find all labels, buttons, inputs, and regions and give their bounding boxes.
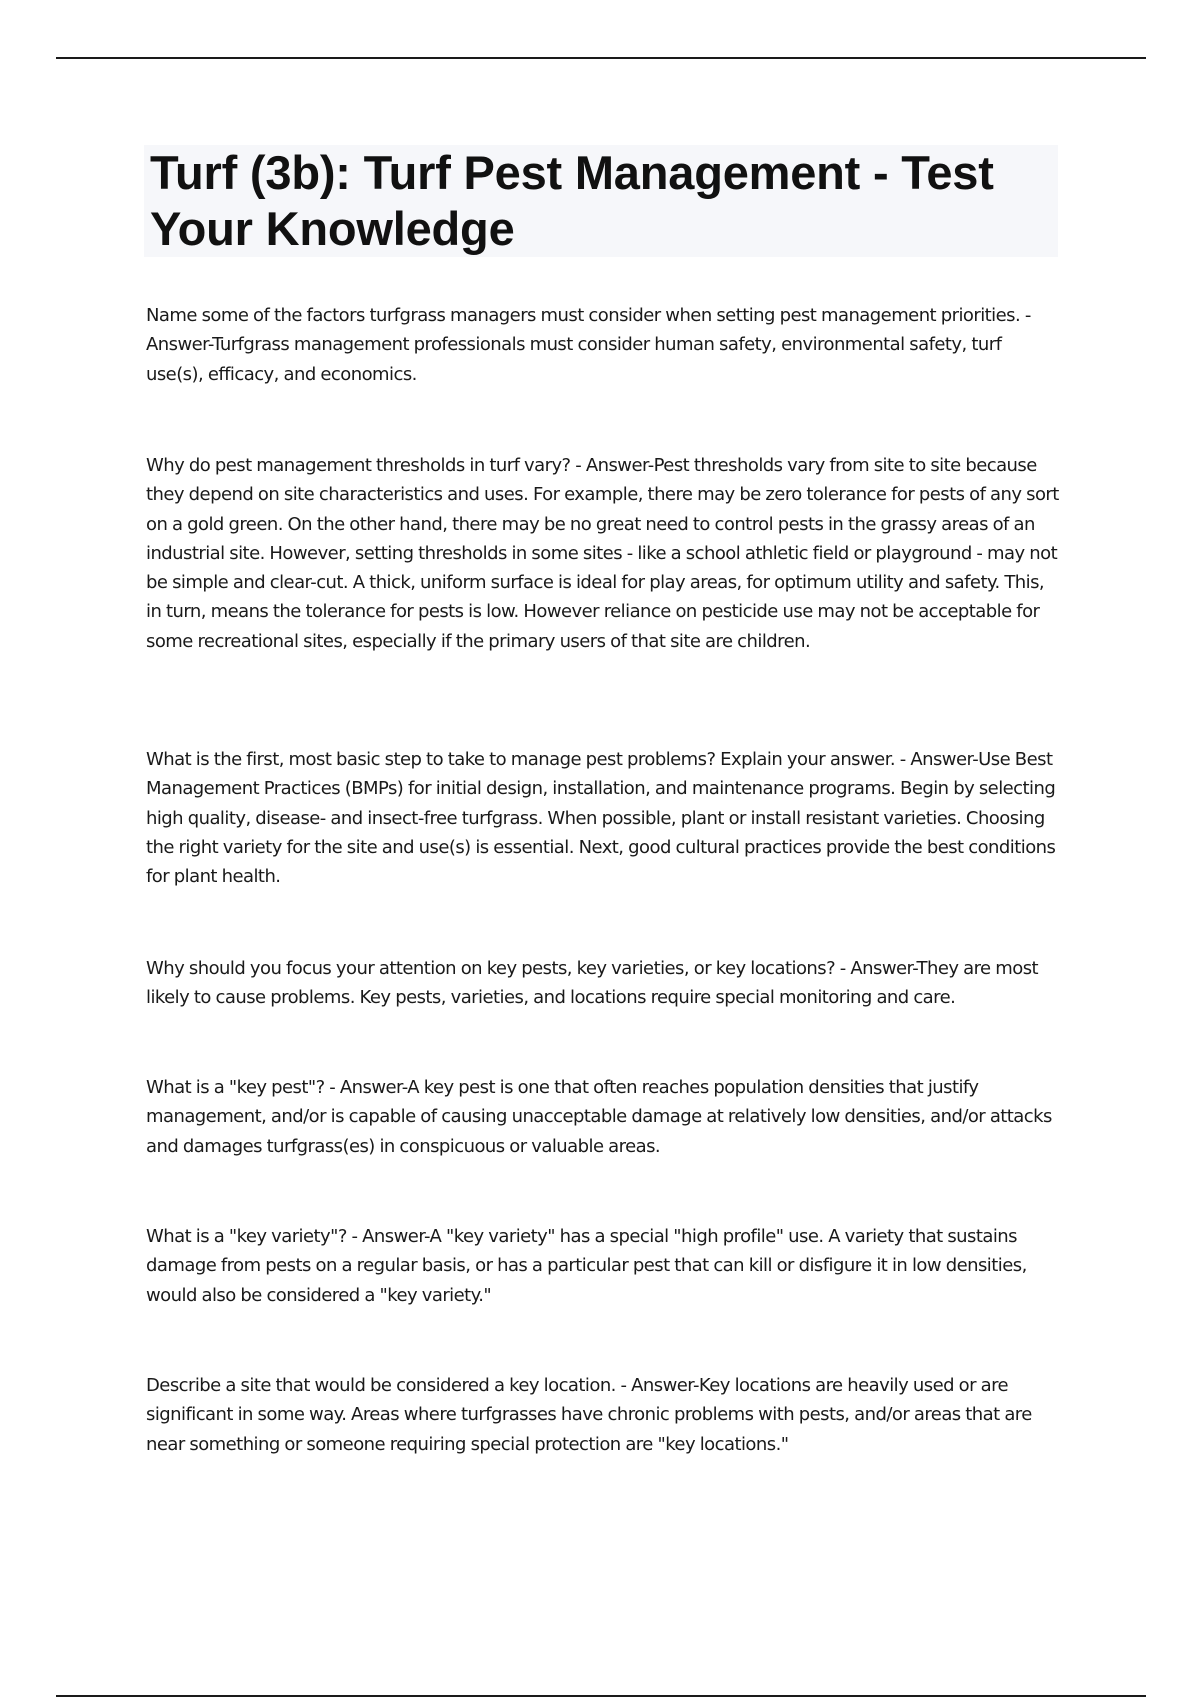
qa-list [146, 301, 1061, 1461]
qa-entry: What is a "key variety"? - Answer-A "key variety" has a special "high profile" use. A variety that sustains damage from pests on a regular basis, or has a particular pest that can kill or disfigure it in low densities, would also be considered a "key variety." [146, 1226, 1027, 1306]
qa-entry: What is the first, most basic step to take to manage pest problems? Explain your answer. - Answer-Use Best Management Practices (BMPs) for initial design, installation, and maintenance programs. Begin by selecting high quality, disease- and insect-free turfgrass. When possible, plant or install resistant varieties. Choosing the right variety for the site and use(s) is essential. Next, good cultural practices provide the best conditions for plant health. [146, 749, 1056, 888]
title-banner [144, 145, 1058, 257]
qa-entry: Name some of the factors turfgrass managers must consider when setting pest management priorities. - Answer-Turfgrass management professionals must consider human safety, environmental safety, turf use(s), efficacy, and economics. [146, 305, 1031, 385]
qa-entry: Describe a site that would be considered a key location. - Answer-Key locations are heavily used or are significant in some way. Areas where turfgrasses have chronic problems with pests, and/or areas that are near something or someone requiring special protection are "key locations." [146, 1375, 1032, 1455]
qa-entry: What is a "key pest"? - Answer-A key pest is one that often reaches population densities that justify management, and/or is capable of causing unacceptable damage at relatively low densities, and/or attacks and damages turfgrass(es) in conspicuous or valuable areas. [146, 1077, 1052, 1157]
qa-entry: Why should you focus your attention on key pests, key varieties, or key locations? - Answer-They are most likely to cause problems. Key pests, varieties, and locations require special monitoring and care. [146, 958, 1039, 1009]
qa-entry: Why do pest management thresholds in turf vary? - Answer-Pest thresholds vary from site to site because they depend on site characteristics and uses. For example, there may be zero tolerance for pests of any sort on a gold green. On the other hand, there may be no great need to control pests in the grassy areas of an industrial site. However, setting thresholds in some sites - like a school athletic field or playground - may not be simple and clear-cut. A thick, uniform surface is ideal for play areas, for optimum utility and safety. This, in turn, means the tolerance for pests is low. However reliance on pesticide use may not be acceptable for some recreational sites, especially if the primary users of that site are children. [146, 455, 1059, 652]
top-divider [56, 57, 1146, 59]
bottom-divider [56, 1695, 1146, 1697]
page-title: Turf (3b): Turf Pest Management - Test Your Knowledge [150, 146, 994, 255]
